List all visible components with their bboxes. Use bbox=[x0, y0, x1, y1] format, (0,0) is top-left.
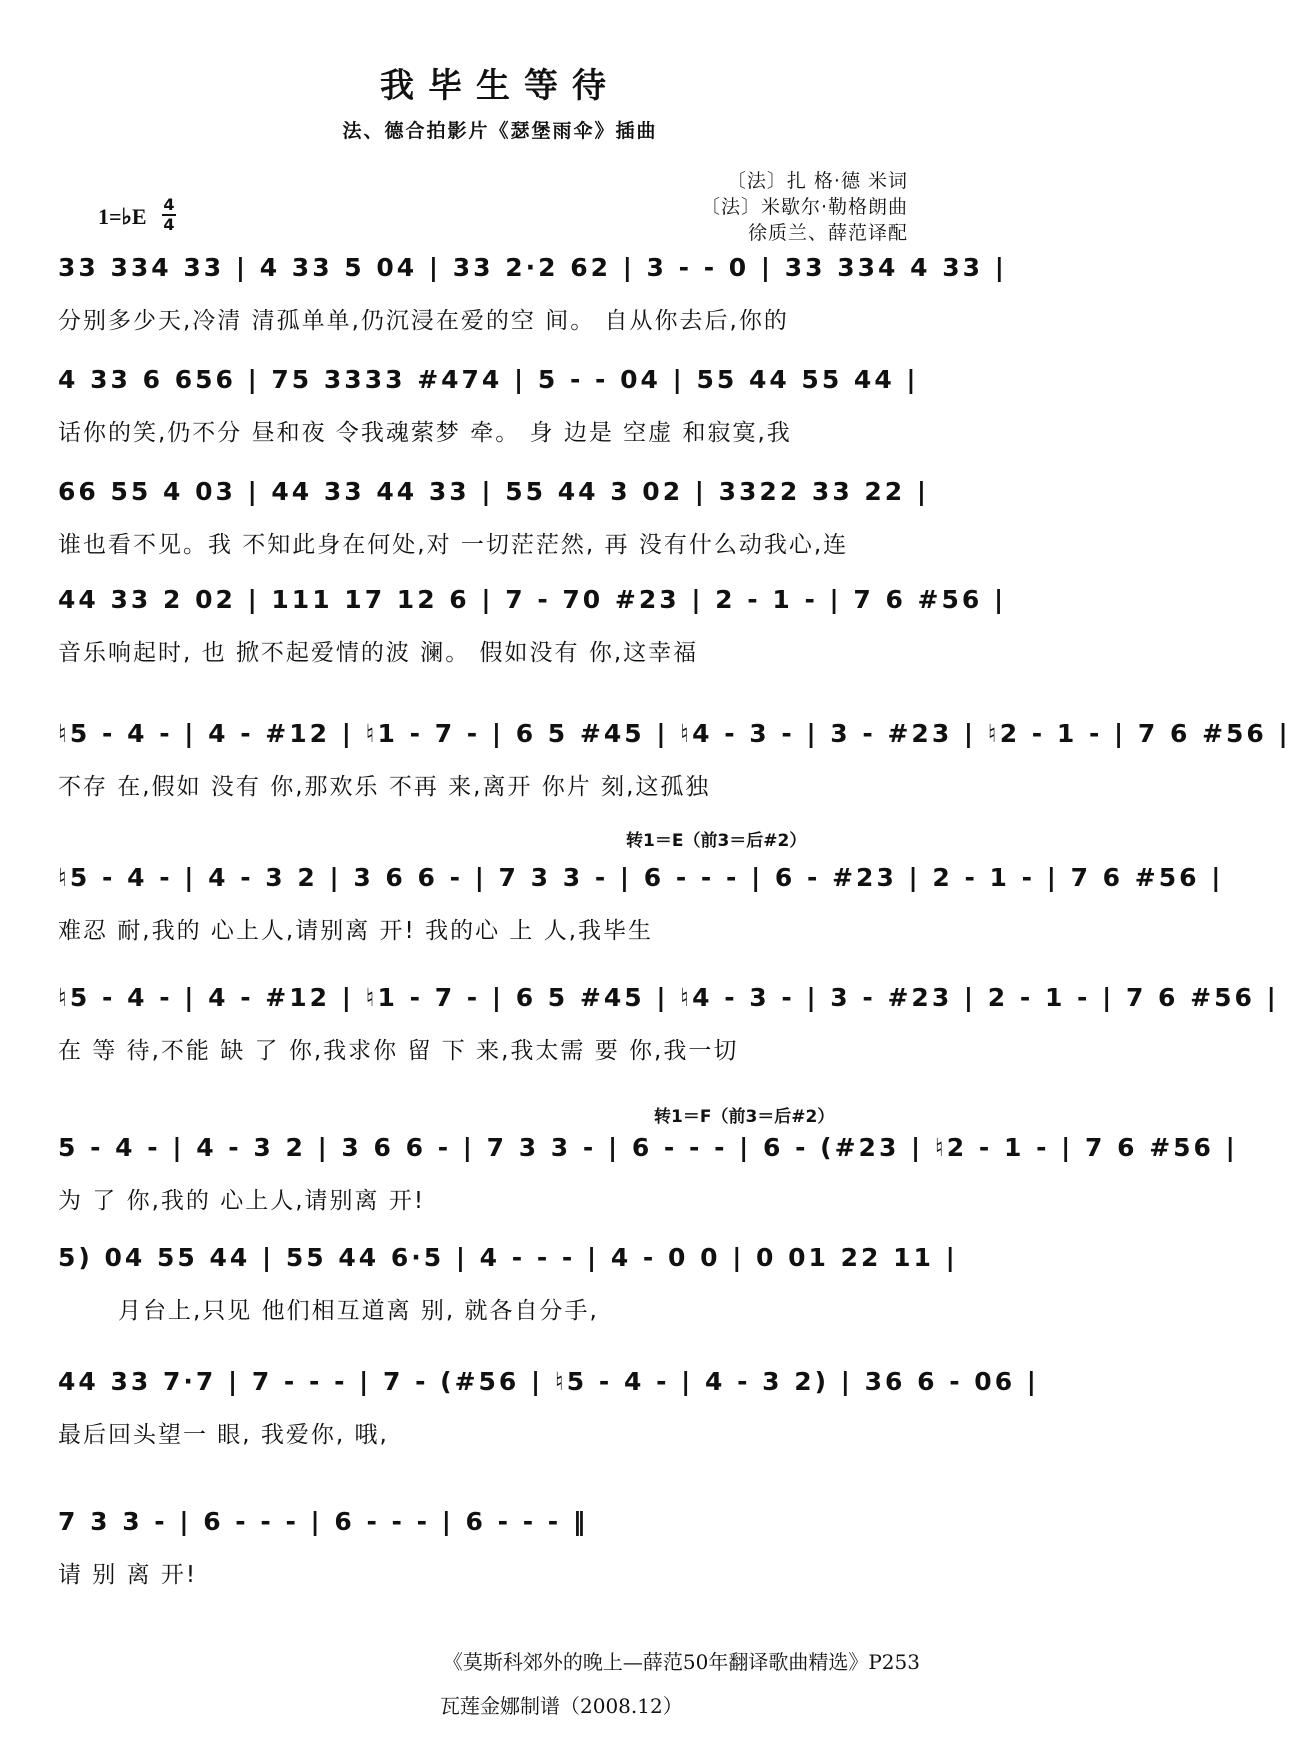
song-title: 我毕生等待 bbox=[380, 66, 620, 106]
notation-line: 7 3 3 - | 6 - - - | 6 - - - | 6 - - - ‖ bbox=[58, 1507, 589, 1536]
time-signature-top: 4 bbox=[163, 195, 175, 214]
notation-line: 5) 04 55 44 | 55 44 6·5 | 4 - - - | 4 - 0 0 | 0 01 22 11 | bbox=[58, 1243, 958, 1272]
lyricist-credit: 〔法〕扎 格·德 米词 bbox=[726, 170, 908, 192]
notation-line: ♮5 - 4 - | 4 - #12 | ♮1 - 7 - | 6 5 #45 | ♮4 - 3 - | 3 - #23 | ♮2 - 1 - | 7 6 #56 | bbox=[58, 719, 1291, 748]
source-citation: 《莫斯科郊外的晚上—薛范50年翻译歌曲精选》P253 bbox=[442, 1650, 920, 1674]
notation-line: ♮5 - 4 - | 4 - #12 | ♮1 - 7 - | 6 5 #45 | ♮4 - 3 - | 3 - #23 | 2 - 1 - | 7 6 #56 | bbox=[58, 983, 1279, 1012]
modulation-note: 转1＝F（前3＝后#2） bbox=[654, 1107, 835, 1127]
time-signature-bottom: 4 bbox=[163, 215, 175, 234]
lyrics-line: 请 别 离 开! bbox=[58, 1562, 198, 1588]
credits-block bbox=[701, 168, 908, 246]
notation-line: 33 334 33 | 4 33 5 04 | 33 2·2 62 | 3 - - 0 | 33 334 4 33 | bbox=[58, 253, 1007, 282]
song-subtitle: 法、德合拍影片《瑟堡雨伞》插曲 bbox=[342, 120, 658, 142]
lyrics-line: 为 了 你,我的 心上人,请别离 开! bbox=[58, 1188, 426, 1214]
modulation-note: 转1＝E（前3＝后#2） bbox=[626, 831, 807, 851]
lyrics-line: 不存 在,假如 没有 你,那欢乐 不再 来,离开 你片 刻,这孤独 bbox=[58, 774, 711, 800]
maker-credit: 瓦莲金娜制谱（2008.12） bbox=[440, 1694, 683, 1718]
lyrics-line: 月台上,只见 他们相互道离 别, 就各自分手, bbox=[118, 1298, 599, 1324]
lyrics-line: 音乐响起时, 也 掀不起爱情的波 澜。 假如没有 你,这幸福 bbox=[58, 640, 699, 666]
key-signature: 1=♭E bbox=[98, 204, 147, 229]
lyrics-line: 分别多少天,冷清 清孤单单,仍沉浸在爱的空 间。 自从你去后,你的 bbox=[58, 308, 789, 334]
lyrics-line: 话你的笑,仍不分 昼和夜 令我魂萦梦 牵。 身 边是 空虚 和寂寞,我 bbox=[58, 420, 792, 446]
lyrics-line: 谁也看不见。我 不知此身在何处,对 一切茫茫然, 再 没有什么动我心,连 bbox=[58, 532, 849, 558]
lyrics-line: 难忍 耐,我的 心上人,请别离 开! 我的心 上 人,我毕生 bbox=[58, 918, 654, 944]
notation-line: 4 33 6 656 | 75 3333 #474 | 5 - - 04 | 55 44 55 44 | bbox=[58, 365, 919, 394]
notation-line: ♮5 - 4 - | 4 - 3 2 | 3 6 6 - | 7 3 3 - | 6 - - - | 6 - #23 | 2 - 1 - | 7 6 #56 | bbox=[58, 863, 1224, 892]
notation-line: 66 55 4 03 | 44 33 44 33 | 55 44 3 02 | 3322 33 22 | bbox=[58, 477, 930, 506]
notation-line: 5 - 4 - | 4 - 3 2 | 3 6 6 - | 7 3 3 - | 6 - - - | 6 - (#23 | ♮2 - 1 - | 7 6 #56 | bbox=[58, 1133, 1238, 1162]
time-signature bbox=[162, 196, 176, 234]
lyrics-line: 最后回头望一 眼, 我爱你, 哦, bbox=[58, 1422, 389, 1448]
notation-line: 44 33 2 02 | 111 17 12 6 | 7 - 70 #23 | 2 - 1 - | 7 6 #56 | bbox=[58, 585, 1007, 614]
lyrics-line: 在 等 待,不能 缺 了 你,我求你 留 下 来,我太需 要 你,我一切 bbox=[58, 1038, 739, 1064]
composer-credit: 〔法〕米歇尔·勒格朗曲 bbox=[700, 196, 908, 218]
translator-credit: 徐质兰、薛范译配 bbox=[747, 222, 908, 244]
notation-line: 44 33 7·7 | 7 - - - | 7 - (#56 | ♮5 - 4 - | 4 - 3 2) | 36 6 - 06 | bbox=[58, 1367, 1039, 1396]
